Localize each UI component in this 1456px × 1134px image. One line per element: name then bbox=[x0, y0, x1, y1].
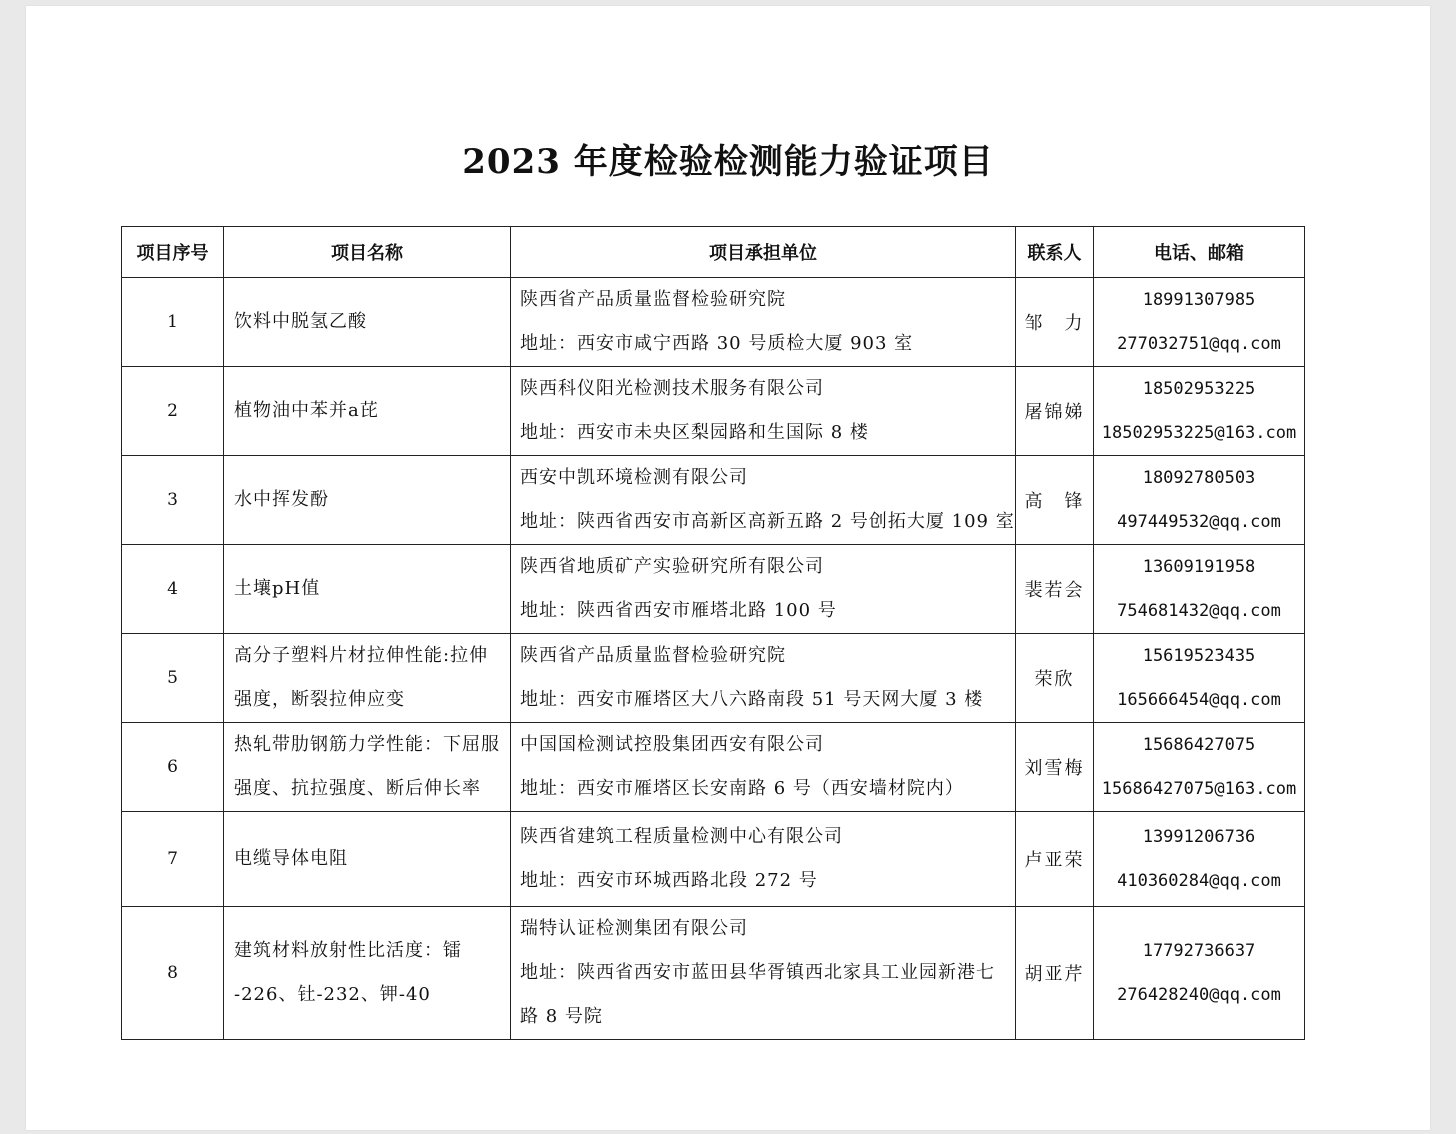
cell-contact: 胡亚芹 bbox=[1016, 907, 1094, 1040]
cell-no: 1 bbox=[122, 278, 224, 367]
table-row bbox=[122, 456, 1305, 545]
phone-number: 15686427075 bbox=[1142, 735, 1256, 755]
page-title: 2023 年度检验检测能力验证项目 bbox=[462, 142, 994, 182]
cell-unit bbox=[511, 812, 1016, 907]
unit-address: 地址：西安市雁塔区长安南路 6 号（西安墙材院内） bbox=[520, 778, 964, 799]
cell-phone-email bbox=[1094, 812, 1305, 907]
unit-address: 地址：西安市环城西路北段 272 号 bbox=[520, 870, 818, 891]
header-name: 项目名称 bbox=[224, 227, 511, 278]
unit-address: 路 8 号院 bbox=[520, 1006, 603, 1027]
unit-address: 地址：西安市咸宁西路 30 号质检大厦 903 室 bbox=[520, 333, 914, 354]
project-name-line: 强度、抗拉强度、断后伸长率 bbox=[234, 778, 481, 799]
cell-project-name bbox=[224, 367, 511, 456]
unit-name: 陕西省产品质量监督检验研究院 bbox=[520, 289, 786, 310]
unit-name: 陕西省产品质量监督检验研究院 bbox=[520, 645, 786, 666]
cell-no: 2 bbox=[122, 367, 224, 456]
cell-unit bbox=[511, 723, 1016, 812]
email-address: 754681432@qq.com bbox=[1117, 601, 1281, 621]
project-name-line: 水中挥发酚 bbox=[234, 489, 329, 510]
header-unit: 项目承担单位 bbox=[511, 227, 1016, 278]
phone-number: 13609191958 bbox=[1142, 557, 1256, 577]
cell-phone-email bbox=[1094, 545, 1305, 634]
unit-name: 瑞特认证检测集团有限公司 bbox=[520, 918, 748, 939]
phone-number: 15619523435 bbox=[1142, 646, 1256, 666]
header-phone-email: 电话、邮箱 bbox=[1094, 227, 1305, 278]
project-name-line: -226、钍-232、钾-40 bbox=[234, 984, 431, 1005]
email-address: 15686427075@163.com bbox=[1101, 779, 1297, 799]
cell-no: 5 bbox=[122, 634, 224, 723]
cell-unit bbox=[511, 456, 1016, 545]
cell-contact: 屠锦娣 bbox=[1016, 367, 1094, 456]
cell-phone-email bbox=[1094, 367, 1305, 456]
cell-unit bbox=[511, 907, 1016, 1040]
cell-project-name bbox=[224, 812, 511, 907]
project-name-line: 强度，断裂拉伸应变 bbox=[234, 689, 405, 710]
unit-name: 陕西科仪阳光检测技术服务有限公司 bbox=[520, 378, 824, 399]
email-address: 18502953225@163.com bbox=[1101, 423, 1297, 443]
cell-phone-email bbox=[1094, 723, 1305, 812]
cell-contact: 卢亚荣 bbox=[1016, 812, 1094, 907]
cell-contact: 荣欣 bbox=[1016, 634, 1094, 723]
cell-unit bbox=[511, 367, 1016, 456]
project-name-line: 土壤pH值 bbox=[234, 578, 321, 599]
table-row bbox=[122, 723, 1305, 812]
cell-phone-email bbox=[1094, 278, 1305, 367]
table-row bbox=[122, 907, 1305, 1040]
table-row bbox=[122, 634, 1305, 723]
cell-project-name bbox=[224, 907, 511, 1040]
unit-name: 西安中凯环境检测有限公司 bbox=[520, 467, 748, 488]
header-no: 项目序号 bbox=[122, 227, 224, 278]
phone-number: 18502953225 bbox=[1142, 379, 1256, 399]
cell-no: 8 bbox=[122, 907, 224, 1040]
email-address: 410360284@qq.com bbox=[1117, 871, 1281, 891]
cell-no: 7 bbox=[122, 812, 224, 907]
project-name-line: 植物油中苯并a芘 bbox=[234, 400, 379, 421]
cell-phone-email bbox=[1094, 634, 1305, 723]
project-name-line: 高分子塑料片材拉伸性能:拉伸 bbox=[234, 645, 489, 666]
cell-no: 6 bbox=[122, 723, 224, 812]
document-page bbox=[26, 6, 1430, 1130]
table-row bbox=[122, 278, 1305, 367]
cell-project-name bbox=[224, 545, 511, 634]
cell-project-name bbox=[224, 456, 511, 545]
unit-address: 地址：陕西省西安市雁塔北路 100 号 bbox=[520, 600, 837, 621]
email-address: 276428240@qq.com bbox=[1117, 985, 1281, 1005]
proficiency-table bbox=[121, 226, 1305, 1040]
unit-name: 陕西省地质矿产实验研究所有限公司 bbox=[520, 556, 824, 577]
cell-phone-email bbox=[1094, 907, 1305, 1040]
unit-name: 中国国检测试控股集团西安有限公司 bbox=[520, 734, 824, 755]
table-row bbox=[122, 812, 1305, 907]
project-name-line: 建筑材料放射性比活度：镭 bbox=[234, 940, 462, 961]
cell-no: 3 bbox=[122, 456, 224, 545]
unit-address: 地址：西安市未央区梨园路和生国际 8 楼 bbox=[520, 422, 869, 443]
phone-number: 18092780503 bbox=[1142, 468, 1256, 488]
cell-project-name bbox=[224, 634, 511, 723]
cell-unit bbox=[511, 278, 1016, 367]
phone-number: 13991206736 bbox=[1142, 827, 1256, 847]
header-contact: 联系人 bbox=[1016, 227, 1094, 278]
unit-name: 陕西省建筑工程质量检测中心有限公司 bbox=[520, 826, 843, 847]
cell-unit bbox=[511, 545, 1016, 634]
cell-phone-email bbox=[1094, 456, 1305, 545]
cell-no: 4 bbox=[122, 545, 224, 634]
project-name-line: 电缆导体电阻 bbox=[234, 848, 348, 869]
phone-number: 18991307985 bbox=[1142, 290, 1256, 310]
unit-address: 地址：西安市雁塔区大八六路南段 51 号天网大厦 3 楼 bbox=[520, 689, 984, 710]
unit-address: 地址：陕西省西安市蓝田县华胥镇西北家具工业园新港七 bbox=[520, 962, 995, 983]
table-row bbox=[122, 545, 1305, 634]
table-header-row bbox=[122, 227, 1305, 278]
cell-contact: 高 锋 bbox=[1016, 456, 1094, 545]
cell-project-name bbox=[224, 723, 511, 812]
email-address: 277032751@qq.com bbox=[1117, 334, 1281, 354]
phone-number: 17792736637 bbox=[1142, 941, 1256, 961]
project-name-line: 饮料中脱氢乙酸 bbox=[234, 311, 367, 332]
cell-contact: 裴若会 bbox=[1016, 545, 1094, 634]
cell-project-name bbox=[224, 278, 511, 367]
unit-address: 地址：陕西省西安市高新区高新五路 2 号创拓大厦 109 室 bbox=[520, 511, 1015, 532]
cell-unit bbox=[511, 634, 1016, 723]
cell-contact: 邹 力 bbox=[1016, 278, 1094, 367]
cell-contact: 刘雪梅 bbox=[1016, 723, 1094, 812]
email-address: 165666454@qq.com bbox=[1117, 690, 1281, 710]
project-name-line: 热轧带肋钢筋力学性能：下屈服 bbox=[234, 734, 500, 755]
table-row bbox=[122, 367, 1305, 456]
email-address: 497449532@qq.com bbox=[1117, 512, 1281, 532]
